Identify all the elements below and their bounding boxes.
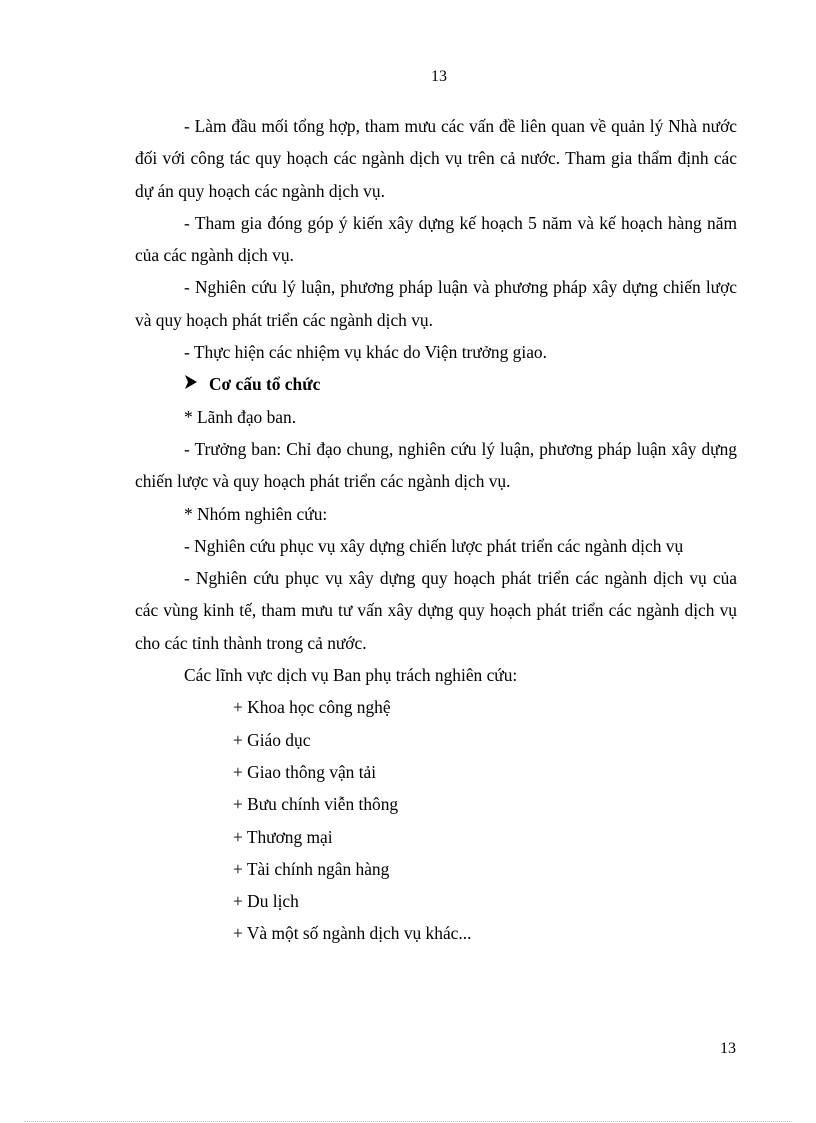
paragraph-other-tasks: - Thực hiện các nhiệm vụ khác do Viện trưởng giao. <box>184 342 547 363</box>
document-body <box>135 110 737 950</box>
paragraph-service-fields-intro: Các lĩnh vực dịch vụ Ban phụ trách nghiên cứu: <box>184 665 518 686</box>
paragraph-regional-planning: - Nghiên cứu phục vụ xây dựng quy hoạch phát triển các ngành dịch vụ của các vùng kinh tế, tham mưu tư vấn xây dựng quy hoạch phát triển các ngành dịch vụ cho các tỉnh thành trong cả nước. <box>135 568 737 653</box>
paragraph-strategy-research: - Nghiên cứu phục vụ xây dựng chiến lược phát triển các ngành dịch vụ <box>184 535 684 556</box>
list-item: + Thương mại <box>233 826 333 847</box>
list-item: + Du lịch <box>233 891 299 912</box>
paragraph-head-of-department: - Trưởng ban: Chỉ đạo chung, nghiên cứu lý luận, phương pháp luận xây dựng chiến lược và quy hoạch phát triển các ngành dịch vụ. <box>135 438 737 492</box>
list-item: + Giáo dục <box>233 729 311 750</box>
header-page-number: 13 <box>431 68 447 85</box>
paragraph-planning-input: - Tham gia đóng góp ý kiến xây dựng kế hoạch 5 năm và kế hoạch hàng năm của các ngành dịch vụ. <box>135 212 737 266</box>
arrow-bullet-icon <box>184 368 200 400</box>
list-item: + Khoa học công nghệ <box>233 697 391 718</box>
section-heading-text: Cơ cấu tổ chức <box>209 374 321 395</box>
paragraph-research-methods: - Nghiên cứu lý luận, phương pháp luận và phương pháp xây dựng chiến lược và quy hoạch phát triển các ngành dịch vụ. <box>135 277 737 330</box>
list-item: + Và một số ngành dịch vụ khác... <box>233 923 472 944</box>
list-item: + Giao thông vận tải <box>233 761 377 782</box>
list-item: + Tài chính ngân hàng <box>233 858 390 879</box>
paragraph-research-group: * Nhóm nghiên cứu: <box>184 503 328 524</box>
section-heading <box>135 368 737 400</box>
paragraph-coordination: - Làm đầu mối tổng hợp, tham mưu các vấn đề liên quan về quản lý Nhà nước đối với công tác quy hoạch các ngành dịch vụ trên cả nước. Tham gia thẩm định các dự án quy hoạch các ngành dịch vụ. <box>135 116 737 201</box>
list-item: + Bưu chính viễn thông <box>233 794 399 815</box>
paragraph-leadership: * Lãnh đạo ban. <box>184 406 297 427</box>
page-bottom-divider <box>24 1121 792 1122</box>
footer-page-number: 13 <box>720 1040 736 1057</box>
